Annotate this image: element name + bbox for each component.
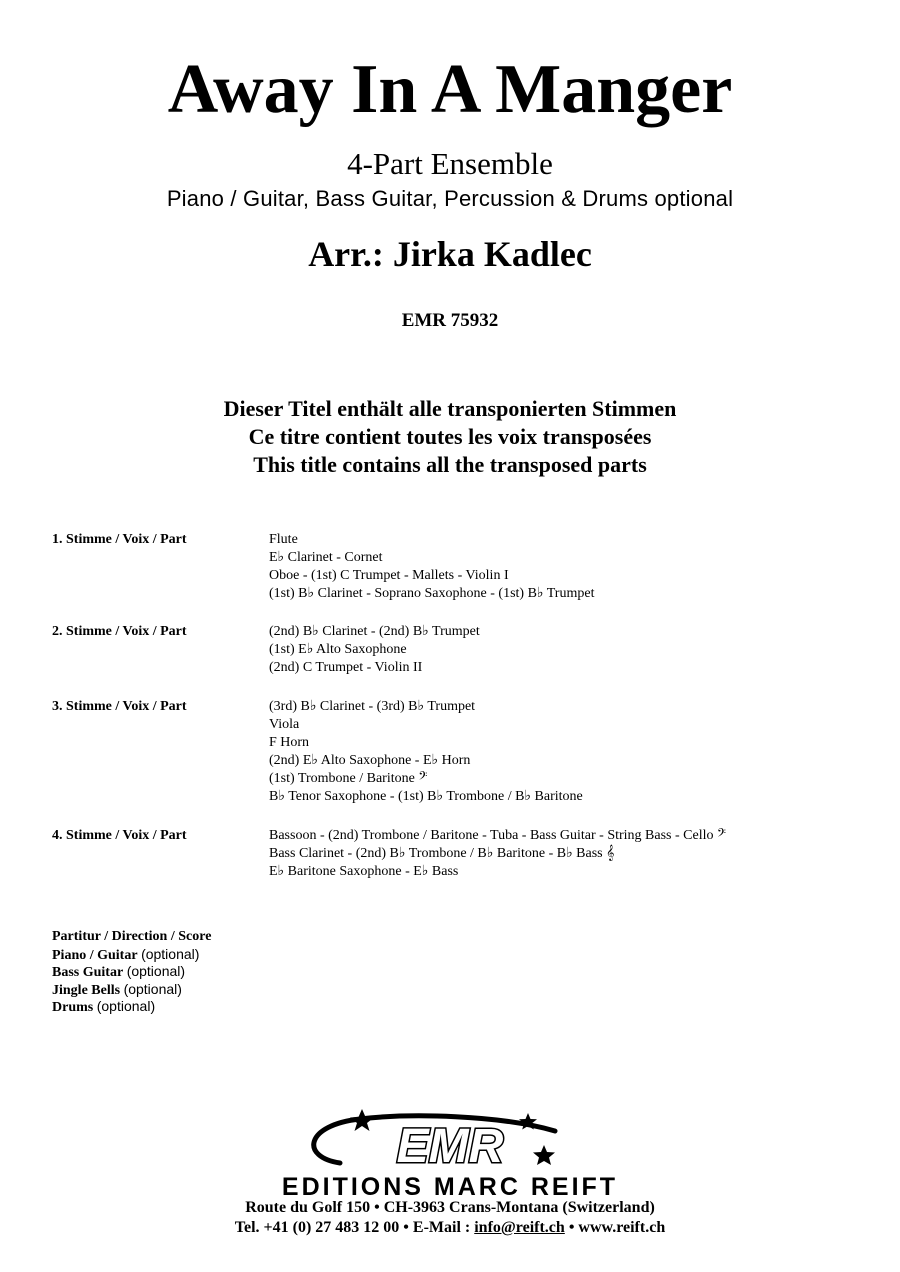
note-german: Dieser Titel enthält alle transponierten Stimmen: [223, 396, 677, 421]
emr-logo: [300, 1105, 600, 1177]
note-french: Ce titre contient toutes les voix transposées: [248, 424, 652, 449]
optional-tag: (optional): [96, 998, 156, 1014]
instrument-line: B♭ Tenor Saxophone - (1st) B♭ Trombone / B♭ Baritone: [269, 789, 583, 804]
part-2-instruments: [269, 623, 480, 677]
contact-website[interactable]: • www.reift.ch: [564, 1219, 666, 1236]
note-english: This title contains all the transposed parts: [253, 452, 647, 477]
instrument-line: (2nd) C Trumpet - Violin II: [269, 660, 423, 675]
instrument-line: F Horn: [269, 735, 310, 750]
part-3-label: 3. Stimme / Voix / Part: [52, 699, 187, 714]
instrument-line: (1st) Trombone / Baritone 𝄢: [269, 771, 428, 786]
publisher-address: Route du Golf 150 • CH-3963 Crans-Montana (Switzerland): [245, 1199, 655, 1216]
instrument-line: (2nd) E♭ Alto Saxophone - E♭ Horn: [269, 753, 471, 768]
instrument-line: E♭ Clarinet - Cornet: [269, 550, 383, 565]
star-icon: [350, 1109, 374, 1131]
part-1-instruments: [269, 531, 594, 603]
optional-tag: (optional): [126, 963, 186, 979]
arranger-credit: Arr.: Jirka Kadlec: [308, 234, 592, 274]
drums-line: [52, 998, 211, 1016]
score-label: Partitur / Direction / Score: [52, 929, 212, 944]
instrument-line: Viola: [269, 717, 300, 732]
instrument-line: Oboe - (1st) C Trumpet - Mallets - Violin I: [269, 568, 509, 583]
instrument-line: (2nd) B♭ Clarinet - (2nd) B♭ Trumpet: [269, 624, 480, 639]
instrument-line: Bassoon - (2nd) Trombone / Baritone - Tuba - Bass Guitar - String Bass - Cello 𝄢: [269, 828, 726, 843]
bass-guitar-label: Bass Guitar: [52, 965, 124, 980]
email-link[interactable]: info@reift.ch: [474, 1219, 565, 1236]
optional-tag: (optional): [123, 980, 182, 997]
jingle-bells-line: [52, 981, 211, 999]
transposed-parts-note: [0, 395, 900, 479]
additional-parts: [52, 928, 211, 1016]
logo-text: EMR: [396, 1120, 504, 1173]
part-2-label: 2. Stimme / Voix / Part: [52, 624, 187, 639]
jingle-bells-label: Jingle Bells: [52, 982, 121, 998]
instrument-line: (1st) B♭ Clarinet - Soprano Saxophone - (1st) B♭ Trumpet: [269, 586, 595, 601]
instrumentation-line: Piano / Guitar, Bass Guitar, Percussion & Drums optional: [166, 186, 734, 211]
document-title: Away In A Manger: [167, 51, 733, 128]
piano-guitar-label: Piano / Guitar: [52, 947, 138, 963]
contact-phone: Tel. +41 (0) 27 483 12 00 • E-Mail :: [234, 1219, 475, 1236]
instrument-line: Bass Clarinet - (2nd) B♭ Trombone / B♭ Baritone - B♭ Bass 𝄞: [269, 846, 615, 861]
part-4-label: 4. Stimme / Voix / Part: [52, 828, 187, 843]
instrument-line: (1st) E♭ Alto Saxophone: [269, 642, 407, 657]
part-1-label: 1. Stimme / Voix / Part: [52, 532, 187, 547]
bass-guitar-line: [52, 963, 211, 981]
part-3-instruments: [269, 698, 583, 806]
part-4-instruments: [269, 827, 726, 881]
publisher-contact: [0, 1218, 900, 1238]
drums-label: Drums: [52, 1000, 94, 1015]
ensemble-subtitle: 4-Part Ensemble: [347, 146, 553, 181]
instrument-line: Flute: [269, 532, 298, 547]
score-line: [52, 928, 211, 946]
optional-tag: (optional): [141, 945, 200, 962]
catalog-number: EMR 75932: [401, 310, 499, 331]
piano-guitar-line: [52, 946, 211, 964]
instrument-line: (3rd) B♭ Clarinet - (3rd) B♭ Trumpet: [269, 699, 476, 714]
star-icon: [533, 1145, 555, 1165]
publisher-name: EDITIONS MARC REIFT: [281, 1173, 619, 1201]
instrument-line: E♭ Baritone Saxophone - E♭ Bass: [269, 864, 459, 879]
